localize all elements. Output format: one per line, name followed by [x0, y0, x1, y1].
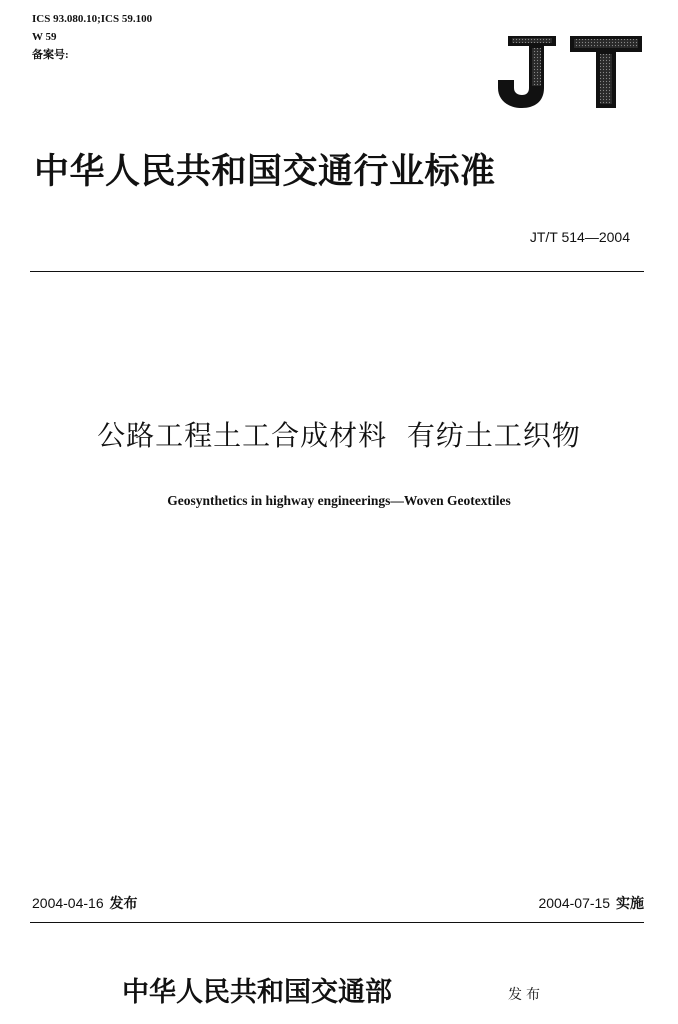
- standard-organization-title: 中华人民共和国交通行业标准: [34, 151, 496, 192]
- ics-code: ICS 93.080.10;ICS 59.100: [32, 13, 153, 25]
- classification-code: W 59: [32, 31, 57, 43]
- issue-date: 2004-04-16: [32, 895, 104, 911]
- effective-date-block: [538, 893, 644, 913]
- effective-date: 2004-07-15: [538, 895, 611, 911]
- issuing-authority: 中华人民共和国交通部: [122, 977, 392, 1008]
- issue-label: 发布: [109, 896, 138, 912]
- logo-letter-j: [498, 36, 556, 108]
- issuer-action: 发布: [508, 987, 544, 1003]
- document-title-chinese: 公路工程土工合成材料 有纺土工织物: [97, 419, 581, 452]
- top-divider: [30, 271, 644, 272]
- logo-letter-t: [570, 36, 642, 108]
- bottom-divider: [30, 922, 644, 923]
- jt-logo: [494, 32, 646, 110]
- issue-date-block: [32, 893, 138, 913]
- record-number-label: 备案号:: [32, 49, 69, 61]
- document-title-english: Geosynthetics in highway engineerings—Woven Geotextiles: [167, 493, 511, 508]
- effective-label: 实施: [616, 896, 644, 912]
- metadata-block: [32, 10, 152, 64]
- standard-number: JT/T 514—2004: [529, 229, 630, 245]
